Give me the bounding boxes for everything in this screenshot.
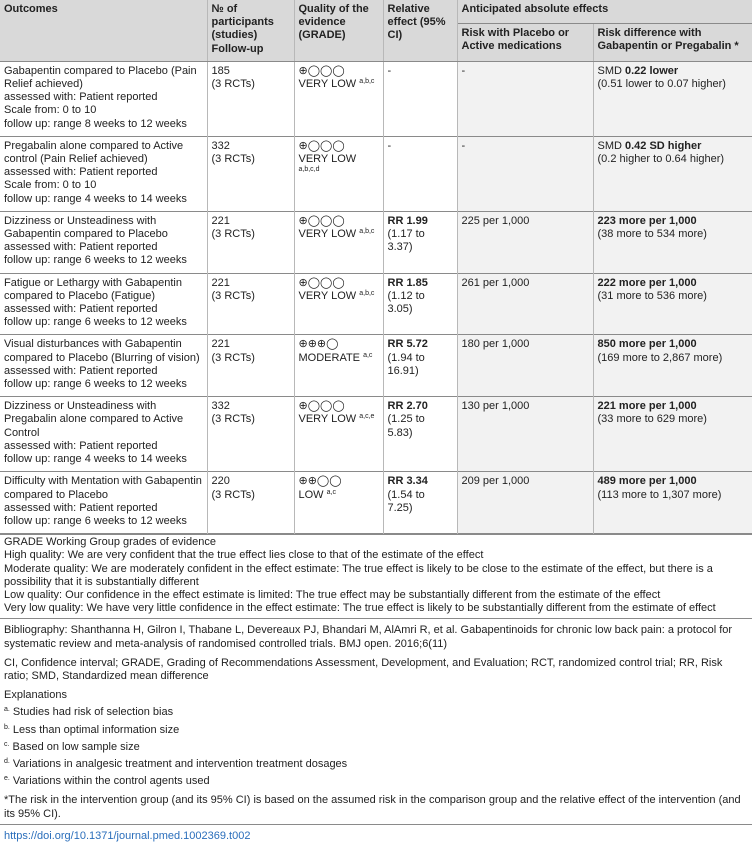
grade-footnote-refs: a,c,e bbox=[359, 413, 375, 421]
risk-difference-value: 0.42 SD higher bbox=[625, 139, 702, 152]
grade-footnote-refs: a,c bbox=[363, 351, 373, 359]
outcome-cell bbox=[0, 61, 207, 136]
header-outcomes: Outcomes bbox=[0, 0, 207, 61]
outcome-line: assessed with: Patient reported bbox=[4, 91, 158, 104]
risk-difference-ci: (33 more to 629 more) bbox=[597, 413, 707, 426]
outcome-cell bbox=[0, 273, 207, 335]
outcome-line: assessed with: Patient reported bbox=[4, 439, 158, 452]
grade-definitions bbox=[0, 534, 752, 615]
grade-rating bbox=[299, 413, 379, 426]
relative-effect-cell bbox=[383, 397, 457, 472]
table-row bbox=[0, 472, 752, 534]
risk-difference-ci: (0.51 lower to 0.07 higher) bbox=[597, 78, 726, 91]
doi-link[interactable]: https://doi.org/10.1371/journal.pmed.1002369.t002 bbox=[4, 829, 251, 842]
risk-difference-prefix: SMD bbox=[597, 64, 625, 77]
grade-label: MODERATE bbox=[298, 351, 361, 364]
risk-placebo-cell: 261 per 1,000 bbox=[457, 273, 593, 335]
header-quality: Quality of the evidence (GRADE) bbox=[294, 0, 383, 61]
risk-difference-estimate bbox=[598, 65, 749, 78]
relative-effect-cell bbox=[383, 335, 457, 397]
table-footnotes bbox=[0, 618, 752, 824]
grade-rating bbox=[299, 228, 379, 241]
outcome-line: Scale from: 0 to 10 bbox=[4, 179, 97, 192]
outcome-line: assessed with: Patient reported bbox=[4, 303, 158, 316]
header-relative-effect: Relative effect (95% CI) bbox=[383, 0, 457, 61]
risk-difference-value: 489 more per 1,000 bbox=[597, 475, 697, 488]
risk-difference-cell bbox=[593, 273, 752, 335]
relative-ci: (1.25 to 5.83) bbox=[387, 413, 425, 439]
relative-ci: (1.12 to 3.05) bbox=[387, 289, 425, 316]
outcome-line: follow up: range 4 weeks to 14 weeks bbox=[4, 453, 187, 466]
outcome-line: assessed with: Patient reported bbox=[4, 501, 158, 514]
participant-count: 221 bbox=[211, 214, 230, 227]
grade-rating bbox=[299, 290, 379, 303]
risk-difference-value: 0.22 lower bbox=[625, 64, 679, 77]
grade-rating bbox=[299, 352, 379, 365]
risk-difference-value: 850 more per 1,000 bbox=[597, 338, 697, 351]
relative-ci: (1.94 to 16.91) bbox=[387, 351, 425, 377]
risk-difference-ci: (113 more to 1,307 more) bbox=[597, 488, 722, 501]
quality-cell bbox=[294, 472, 383, 534]
relative-ratio: RR 1.85 bbox=[387, 276, 428, 289]
explanation-item bbox=[4, 706, 748, 719]
grade-rating bbox=[299, 153, 379, 179]
outcome-line: follow up: range 6 weeks to 12 weeks bbox=[4, 254, 187, 267]
risk-difference-estimate bbox=[598, 277, 749, 290]
participants-cell bbox=[207, 273, 294, 335]
grade-definition-high: High quality: We are very confident that the true effect lies close to that of the estimate of the effect bbox=[4, 549, 484, 562]
grade-symbols-icon: ⊕◯◯◯ bbox=[298, 64, 345, 77]
outcome-line: Scale from: 0 to 10 bbox=[4, 104, 97, 117]
risk-difference-ci: (169 more to 2,867 more) bbox=[597, 351, 723, 364]
grade-label: VERY LOW bbox=[298, 153, 357, 166]
risk-difference-value: 221 more per 1,000 bbox=[597, 400, 697, 413]
outcome-line: Dizziness or Unsteadiness with Gabapentin compared to Placebo bbox=[4, 214, 168, 241]
table-row bbox=[0, 61, 752, 136]
outcome-line: Fatigue or Lethargy with Gabapentin compared to Placebo (Fatigue) bbox=[4, 276, 182, 302]
explanation-key: b. bbox=[4, 723, 10, 731]
grade-rating bbox=[299, 489, 379, 502]
risk-difference-cell bbox=[593, 472, 752, 534]
outcome-line: follow up: range 6 weeks to 12 weeks bbox=[4, 316, 187, 329]
header-participants: № of participants (studies) Follow-up bbox=[207, 0, 294, 61]
header-risk-difference: Risk difference with Gabapentin or Pregabalin * bbox=[593, 23, 752, 61]
relative-effect-cell bbox=[383, 136, 457, 211]
explanation-text: Based on low sample size bbox=[12, 740, 140, 753]
header-anticipated-effects: Anticipated absolute effects bbox=[457, 0, 752, 23]
risk-difference-estimate bbox=[598, 400, 749, 413]
outcome-line: assessed with: Patient reported bbox=[4, 364, 158, 377]
study-count: (3 RCTs) bbox=[211, 413, 255, 426]
risk-difference-cell bbox=[593, 61, 752, 136]
explanation-key: d. bbox=[4, 757, 10, 765]
grade-label: VERY LOW bbox=[298, 413, 357, 426]
risk-difference-estimate bbox=[598, 338, 749, 351]
grade-definition-moderate: Moderate quality: We are moderately confident in the effect estimate: The true effect is likely to be close to the estimate of the effect, but there is a possibility that it is substantially different bbox=[4, 562, 713, 588]
grade-rating bbox=[299, 78, 379, 91]
quality-cell bbox=[294, 273, 383, 335]
explanation-text: Studies had risk of selection bias bbox=[12, 706, 174, 719]
grade-label: VERY LOW bbox=[298, 78, 357, 91]
risk-difference-ci: (0.2 higher to 0.64 higher) bbox=[597, 153, 725, 166]
explanation-item bbox=[4, 775, 748, 788]
explanation-item bbox=[4, 741, 748, 754]
grade-symbols-icon: ⊕◯◯◯ bbox=[298, 276, 345, 289]
risk-placebo-cell: - bbox=[457, 61, 593, 136]
study-count: (3 RCTs) bbox=[211, 78, 255, 91]
relative-ratio: RR 5.72 bbox=[387, 338, 428, 351]
grade-footnote-refs: a,b,c bbox=[359, 78, 375, 86]
relative-effect-cell bbox=[383, 472, 457, 534]
relative-ci: - bbox=[387, 139, 392, 152]
risk-difference-cell bbox=[593, 397, 752, 472]
risk-placebo-cell: 225 per 1,000 bbox=[457, 211, 593, 273]
outcome-line: follow up: range 8 weeks to 12 weeks bbox=[4, 117, 187, 130]
table-row bbox=[0, 397, 752, 472]
participant-count: 221 bbox=[211, 338, 230, 351]
abbreviations: CI, Confidence interval; GRADE, Grading of Recommendations Assessment, Development, and Evaluation; RCT, randomized control trial; RR, Risk ratio; SMD, Standardized mean difference bbox=[4, 656, 723, 682]
explanations-title: Explanations bbox=[4, 689, 67, 702]
explanation-key: e. bbox=[4, 775, 10, 783]
risk-placebo-cell: - bbox=[457, 136, 593, 211]
risk-difference-value: 223 more per 1,000 bbox=[597, 214, 697, 227]
grade-symbols-icon: ⊕◯◯◯ bbox=[298, 139, 345, 152]
outcome-line: Dizziness or Unsteadiness with Pregabalin alone compared to Active Control bbox=[4, 400, 184, 439]
participants-cell bbox=[207, 61, 294, 136]
relative-ci: - bbox=[387, 64, 392, 77]
risk-difference-prefix: SMD bbox=[597, 139, 625, 152]
grade-label: VERY LOW bbox=[298, 228, 357, 241]
grade-symbols-icon: ⊕⊕◯◯ bbox=[298, 475, 342, 488]
risk-placebo-cell: 130 per 1,000 bbox=[457, 397, 593, 472]
study-count: (3 RCTs) bbox=[211, 228, 255, 241]
explanation-item bbox=[4, 758, 748, 771]
risk-difference-ci: (31 more to 536 more) bbox=[597, 289, 707, 302]
explanation-item bbox=[4, 724, 748, 737]
quality-cell bbox=[294, 136, 383, 211]
risk-placebo-cell: 209 per 1,000 bbox=[457, 472, 593, 534]
quality-cell bbox=[294, 335, 383, 397]
grade-footnote-refs: a,b,c,d bbox=[298, 166, 320, 174]
explanation-key: a. bbox=[4, 706, 10, 714]
table-body bbox=[0, 61, 752, 533]
grade-symbols-icon: ⊕◯◯◯ bbox=[298, 214, 345, 227]
grade-footnote-refs: a,b,c bbox=[359, 289, 375, 297]
study-count: (3 RCTs) bbox=[211, 153, 255, 166]
study-count: (3 RCTs) bbox=[211, 351, 255, 364]
participants-cell bbox=[207, 472, 294, 534]
outcome-line: Difficulty with Mentation with Gabapentin compared to Placebo bbox=[4, 475, 202, 501]
study-count: (3 RCTs) bbox=[211, 289, 255, 302]
outcome-line: assessed with: Patient reported bbox=[4, 241, 158, 254]
explanations-list bbox=[4, 706, 748, 788]
grade-definition-very-low: Very low quality: We have very little confidence in the effect estimate: The true effect is likely to be substantially different from the estimate of effect bbox=[4, 602, 716, 615]
table-row bbox=[0, 136, 752, 211]
relative-ratio: RR 1.99 bbox=[387, 214, 428, 227]
outcome-line: Gabapentin compared to Placebo (Pain Relief achieved) bbox=[4, 64, 197, 91]
risk-difference-estimate bbox=[598, 215, 749, 228]
risk-difference-cell bbox=[593, 211, 752, 273]
grade-label: VERY LOW bbox=[298, 289, 357, 302]
risk-difference-estimate bbox=[598, 475, 749, 488]
grade-definition-low: Low quality: Our confidence in the effect estimate is limited: The true effect may be substantially different from the estimate of the effect bbox=[4, 588, 661, 601]
grade-footnote-refs: a,b,c bbox=[359, 228, 375, 236]
table-row bbox=[0, 211, 752, 273]
quality-cell bbox=[294, 397, 383, 472]
grade-definitions-title: GRADE Working Group grades of evidence bbox=[4, 536, 216, 549]
participants-cell bbox=[207, 211, 294, 273]
participant-count: 220 bbox=[211, 475, 230, 488]
quality-cell bbox=[294, 61, 383, 136]
outcome-cell bbox=[0, 335, 207, 397]
participant-count: 221 bbox=[211, 276, 230, 289]
study-count: (3 RCTs) bbox=[211, 488, 255, 501]
participants-cell bbox=[207, 335, 294, 397]
outcome-cell bbox=[0, 136, 207, 211]
relative-ci: (1.17 to 3.37) bbox=[387, 228, 425, 254]
bibliography: Bibliography: Shanthanna H, Gilron I, Thabane L, Devereaux PJ, Bhandari M, AlAmri R, et al. Gabapentinoids for chronic low back pain: a protocol for systematic review and meta-analysis of randomised controlled trials. BMJ open. 2016;6(11) bbox=[4, 624, 733, 650]
relative-ratio: RR 3.34 bbox=[387, 475, 428, 488]
relative-effect-cell bbox=[383, 211, 457, 273]
risk-difference-value: 222 more per 1,000 bbox=[597, 276, 697, 289]
participants-cell bbox=[207, 397, 294, 472]
outcome-line: Visual disturbances with Gabapentin compared to Placebo (Blurring of vision) bbox=[4, 338, 200, 364]
outcome-line: follow up: range 6 weeks to 12 weeks bbox=[4, 378, 187, 391]
risk-placebo-cell: 180 per 1,000 bbox=[457, 335, 593, 397]
outcome-cell bbox=[0, 211, 207, 273]
grade-symbols-icon: ⊕◯◯◯ bbox=[298, 400, 345, 413]
table-row bbox=[0, 335, 752, 397]
relative-effect-cell bbox=[383, 273, 457, 335]
participants-cell bbox=[207, 136, 294, 211]
explanation-text: Variations within the control agents used bbox=[12, 775, 210, 788]
quality-cell bbox=[294, 211, 383, 273]
grade-footnote-refs: a,c bbox=[326, 488, 336, 496]
risk-difference-cell bbox=[593, 335, 752, 397]
relative-ci: (1.54 to 7.25) bbox=[387, 488, 425, 514]
grade-symbols-icon: ⊕⊕⊕◯ bbox=[298, 338, 339, 351]
explanation-text: Less than optimal information size bbox=[12, 723, 180, 736]
outcome-line: Pregabalin alone compared to Active control (Pain Relief achieved) bbox=[4, 139, 184, 166]
outcome-line: assessed with: Patient reported bbox=[4, 166, 158, 179]
risk-difference-estimate bbox=[598, 140, 749, 153]
outcome-line: follow up: range 6 weeks to 12 weeks bbox=[4, 514, 187, 527]
risk-difference-cell bbox=[593, 136, 752, 211]
header-risk-placebo: Risk with Placebo or Active medications bbox=[457, 23, 593, 61]
explanation-text: Variations in analgesic treatment and intervention treatment dosages bbox=[12, 757, 348, 770]
outcome-cell bbox=[0, 472, 207, 534]
table-row bbox=[0, 273, 752, 335]
intervention-footnote: *The risk in the intervention group (and its 95% CI) is based on the assumed risk in the comparison group and the relative effect of the intervention (and its 95% CI). bbox=[4, 794, 741, 820]
participant-count: 185 bbox=[211, 64, 230, 77]
outcome-cell bbox=[0, 397, 207, 472]
participant-count: 332 bbox=[211, 400, 230, 413]
relative-ratio: RR 2.70 bbox=[387, 400, 428, 413]
outcome-line: follow up: range 4 weeks to 14 weeks bbox=[4, 192, 187, 205]
relative-effect-cell bbox=[383, 61, 457, 136]
grade-label: LOW bbox=[298, 488, 324, 501]
risk-difference-ci: (38 more to 534 more) bbox=[597, 228, 707, 241]
participant-count: 332 bbox=[211, 139, 230, 152]
explanation-key: c. bbox=[4, 740, 10, 748]
